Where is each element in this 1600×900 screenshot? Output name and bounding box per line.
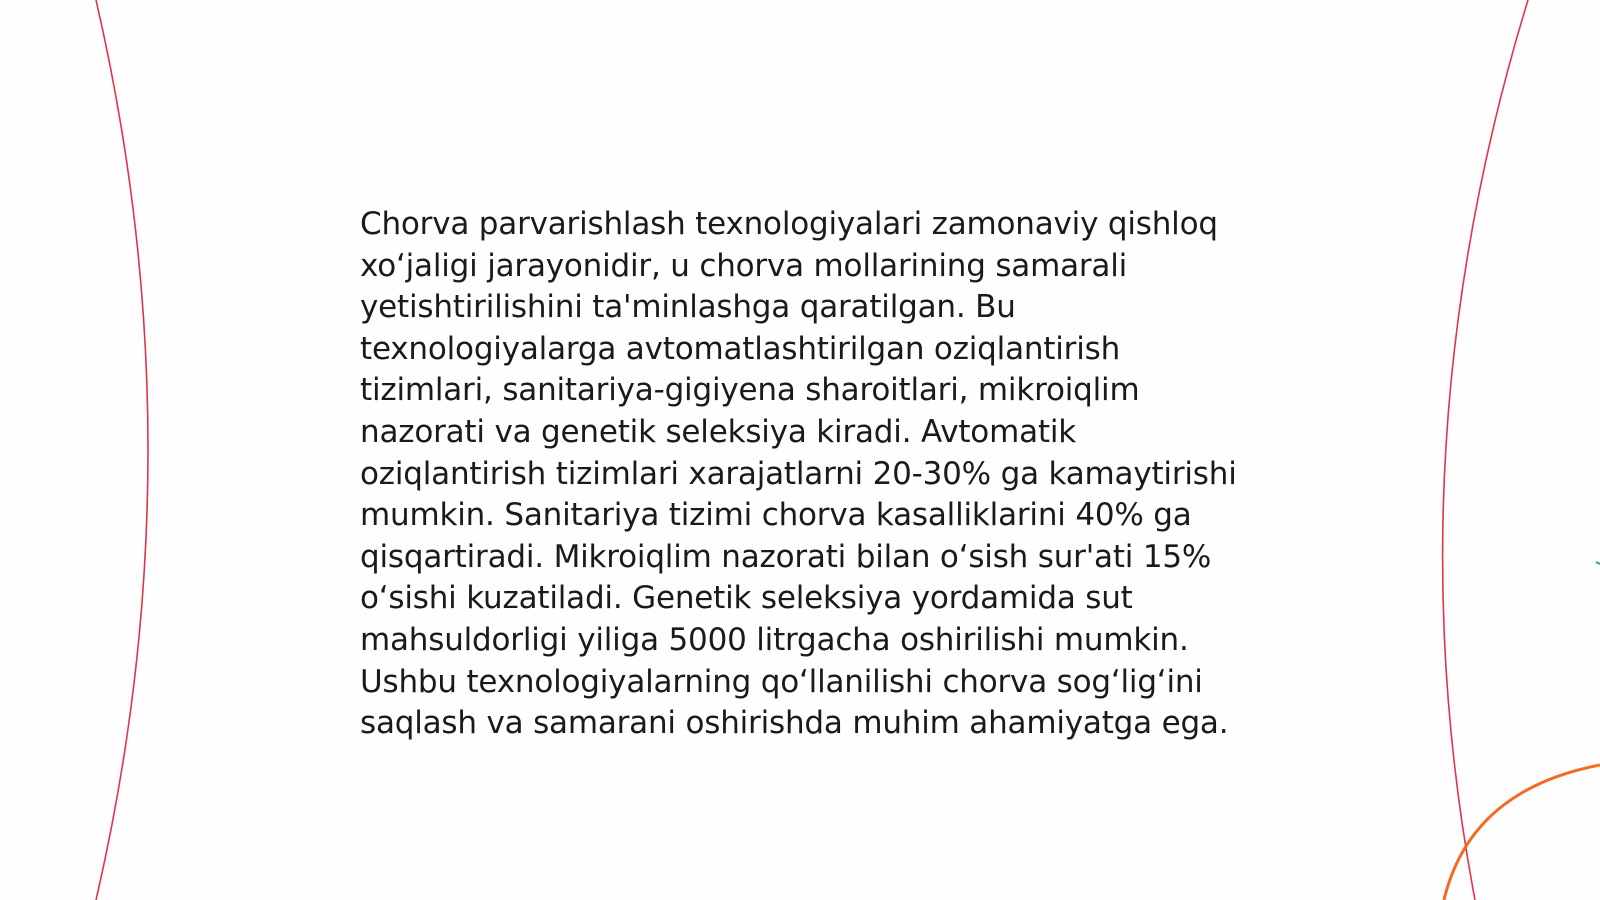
orange-arc <box>1444 765 1600 900</box>
left-curve-line <box>96 0 148 900</box>
green-mark <box>1596 562 1600 564</box>
body-paragraph: Chorva parvarishlash texnologiyalari zamonaviy qishloq xo‘jaligi jarayonidir, u chorva mollarining samarali yetishtirilishini ta'minlashga qaratilgan. Bu texnologiyalarga avtomatlashtirilgan oziqlantirish tizimlari, sanitariya-gigiyena sharoitlari, mikroiqlim nazorati va genetik seleksiya kiradi. Avtomatik oziqlantirish tizimlari xarajatlarni 20-30% ga kamaytirishi mumkin. Sanitariya tizimi chorva kasalliklarini 40% ga qisqartiradi. Mikroiqlim nazorati bilan o‘sish sur'ati 15% o‘sishi kuzatiladi. Genetik seleksiya yordamida sut mahsuldorligi yiliga 5000 litrgacha oshirilishi mumkin. Ushbu texnologiyalarning qo‘llanilishi chorva sog‘lig‘ini saqlash va samarani oshirishda muhim ahamiyatga ega. <box>360 206 1237 742</box>
right-curve-line <box>1443 0 1528 900</box>
